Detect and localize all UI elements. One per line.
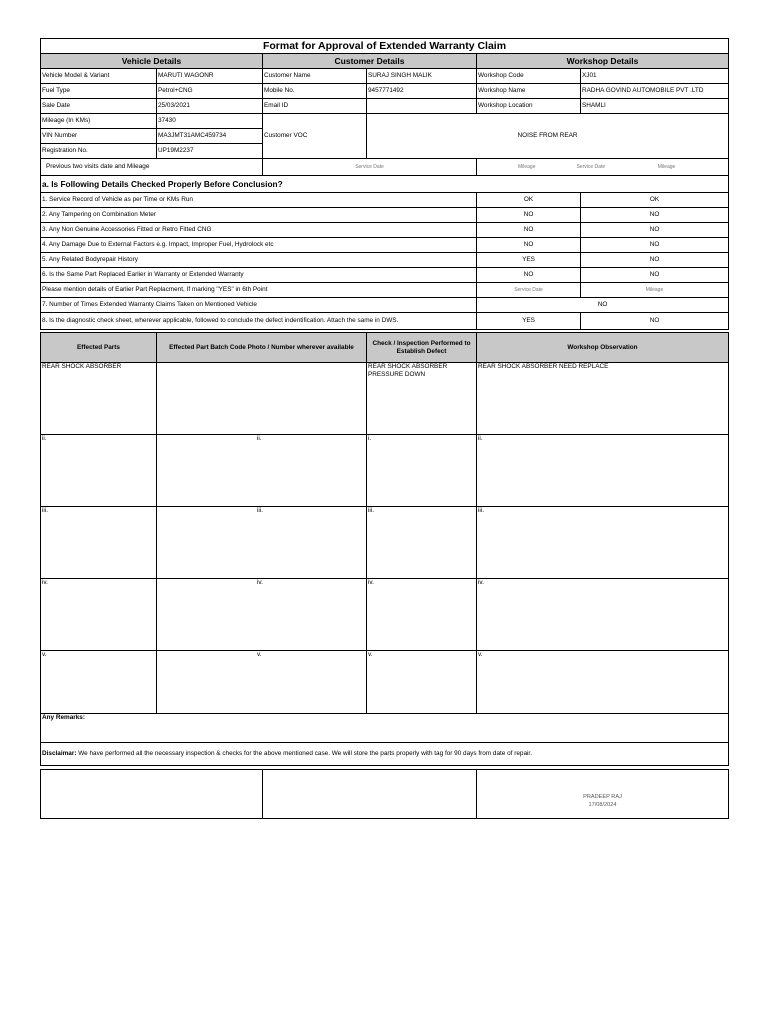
part-name: ii. — [41, 435, 157, 507]
answer-2b: NO — [581, 208, 729, 223]
batch-code-heading: Effected Part Batch Code Photo / Number wherever available — [157, 333, 367, 363]
details-row — [41, 69, 729, 84]
signature-box-1 — [41, 770, 263, 819]
part-name: v. — [41, 651, 157, 714]
workshop-code-label: Workshop Code — [477, 69, 581, 84]
parts-row — [41, 651, 729, 714]
answer-5b: NO — [581, 253, 729, 268]
part-name: iv. — [41, 579, 157, 651]
earlier-part-mileage: Mileage — [581, 283, 729, 298]
check-inspection-heading: Check / Inspection Performed to Establish Defect — [367, 333, 477, 363]
question-row — [41, 223, 729, 238]
sale-date-label: Sale Date — [41, 99, 157, 114]
earlier-part-label: Please mention details of Earlier Part Replacment, If marking "YES" in 6th Point — [41, 283, 477, 298]
part-name: REAR SHOCK ABSORBER — [41, 363, 157, 435]
answer-2a: NO — [477, 208, 581, 223]
part-check: i. — [367, 435, 477, 507]
part-batch: v. — [157, 651, 367, 714]
mobile-label: Mobile No. — [263, 84, 367, 99]
email-label: Email ID — [263, 99, 367, 114]
part-observation: iv. — [477, 579, 729, 651]
diagnostic-answer-a: YES — [477, 313, 581, 330]
workshop-code-value: XJ01 — [581, 69, 729, 84]
customer-voc-value: NOISE FROM REAR — [367, 114, 729, 159]
details-row — [41, 99, 729, 114]
remarks-label: Any Remarks: — [41, 714, 729, 743]
earlier-part-row — [41, 283, 729, 298]
mileage-value: 37430 — [157, 114, 263, 129]
answer-4b: NO — [581, 238, 729, 253]
answer-4a: NO — [477, 238, 581, 253]
customer-name-label: Customer Name — [263, 69, 367, 84]
vehicle-model-label: Vehicle Model & Variant — [41, 69, 157, 84]
question-1: 1. Service Record of Vehicle as per Time or KMs Run — [41, 193, 477, 208]
workshop-details-heading: Workshop Details — [477, 54, 729, 69]
answer-1b: OK — [581, 193, 729, 208]
part-batch: iii. — [157, 507, 367, 579]
part-name: iii. — [41, 507, 157, 579]
question-6: 6. Is the Same Part Replaced Earlier in Warranty or Extended Warranty — [41, 268, 477, 283]
previous-mileage-label-2: Mileage — [657, 164, 676, 170]
answer-3b: NO — [581, 223, 729, 238]
signature-table — [40, 769, 729, 819]
diagnostic-label: 8. Is the diagnostic check sheet, wherever applicable, followed to conclude the defect indentification. Attach the same in DWS. — [41, 313, 477, 330]
previous-service-date-label: Service Date — [263, 159, 477, 176]
previous-visits-row — [41, 159, 729, 176]
registration-label: Registration No. — [41, 144, 157, 159]
previous-visits-second — [477, 159, 729, 176]
vehicle-details-heading: Vehicle Details — [41, 54, 263, 69]
signature-box-2 — [263, 770, 477, 819]
signature-box-3 — [477, 770, 729, 819]
workshop-name-value: RADHA GOVIND AUTOMOBILE PVT .LTD — [581, 84, 729, 99]
vin-value: MA3JMT31AMC459734 — [157, 129, 263, 144]
customer-name-value: SURAJ SINGH MALIK — [367, 69, 477, 84]
parts-row — [41, 435, 729, 507]
previous-mileage-label: Mileage — [517, 164, 536, 170]
parts-row — [41, 363, 729, 435]
customer-voc-label: Customer VOC — [263, 114, 367, 159]
details-table — [40, 38, 729, 330]
mobile-value: 9457771492 — [367, 84, 477, 99]
part-check: REAR SHOCK ABSORBER PRESSURE DOWN — [367, 363, 477, 435]
disclaimer-text: We have performed all the necessary inspection & checks for the above mentioned case. We will store the parts properly with tag for 90 days from date of repair. — [76, 750, 532, 757]
vehicle-model-value: MARUTI WAGONR — [157, 69, 263, 84]
answer-6a: NO — [477, 268, 581, 283]
effected-parts-heading: Effected Parts — [41, 333, 157, 363]
part-batch: ii. — [157, 435, 367, 507]
diagnostic-answer-b: NO — [581, 313, 729, 330]
question-row — [41, 268, 729, 283]
part-check: iii. — [367, 507, 477, 579]
email-value — [367, 99, 477, 114]
answer-5a: YES — [477, 253, 581, 268]
answer-1a: OK — [477, 193, 581, 208]
answer-6b: NO — [581, 268, 729, 283]
question-5: 5. Any Related Bodyrepair History — [41, 253, 477, 268]
parts-table — [40, 332, 729, 766]
diagnostic-row — [41, 313, 729, 330]
part-batch — [157, 363, 367, 435]
parts-row — [41, 507, 729, 579]
customer-details-heading: Customer Details — [263, 54, 477, 69]
disclaimer-label: Disclaimar: — [42, 750, 77, 757]
claims-count-value: NO — [477, 298, 729, 313]
question-row — [41, 208, 729, 223]
disclaimer — [41, 743, 729, 766]
question-header: a. Is Following Details Checked Properly Before Conclusion? — [41, 176, 729, 193]
workshop-location-label: Workshop Location — [477, 99, 581, 114]
claims-count-row — [41, 298, 729, 313]
question-2: 2. Any Tampering on Combination Meter — [41, 208, 477, 223]
claims-count-label: 7. Number of Times Extended Warranty Claims Taken on Mentioned Vehicle — [41, 298, 477, 313]
question-row — [41, 193, 729, 208]
signature-date: 17/08/2024 — [588, 802, 617, 808]
answer-3a: NO — [477, 223, 581, 238]
earlier-part-service-date: Service Date — [477, 283, 581, 298]
part-check: iv. — [367, 579, 477, 651]
workshop-name-label: Workshop Name — [477, 84, 581, 99]
vin-label: VIN Number — [41, 129, 157, 144]
previous-service-date-label-2: Service Date — [576, 164, 606, 170]
workshop-observation-heading: Workshop Observation — [477, 333, 729, 363]
part-batch: iv. — [157, 579, 367, 651]
question-3: 3. Any Non Genuine Accessories Fitted or Retro Fitted CNG — [41, 223, 477, 238]
signatory-name: PRADEEP RAJ — [583, 794, 622, 800]
question-row — [41, 253, 729, 268]
workshop-location-value: SHAMLI — [581, 99, 729, 114]
parts-row — [41, 579, 729, 651]
form-title: Format for Approval of Extended Warranty Claim — [41, 39, 729, 54]
details-row — [41, 84, 729, 99]
question-4: 4. Any Damage Due to External Factors e.g. Impact, Improper Fuel, Hydrolock etc — [41, 238, 477, 253]
fuel-type-label: Fuel Type — [41, 84, 157, 99]
sale-date-value: 25/03/2021 — [157, 99, 263, 114]
warranty-claim-form — [40, 38, 728, 819]
question-row — [41, 238, 729, 253]
part-observation: ii. — [477, 435, 729, 507]
previous-visits-label: Previous two visits date and Mileage — [41, 159, 263, 176]
part-check: v. — [367, 651, 477, 714]
part-observation: v. — [477, 651, 729, 714]
part-observation: REAR SHOCK ABSORBER NEED REPLACE — [477, 363, 729, 435]
mileage-label: Mileage (In KMs) — [41, 114, 157, 129]
registration-value: UP19M2237 — [157, 144, 263, 159]
fuel-type-value: Petrol+CNG — [157, 84, 263, 99]
details-row — [41, 114, 729, 129]
part-observation: iii. — [477, 507, 729, 579]
